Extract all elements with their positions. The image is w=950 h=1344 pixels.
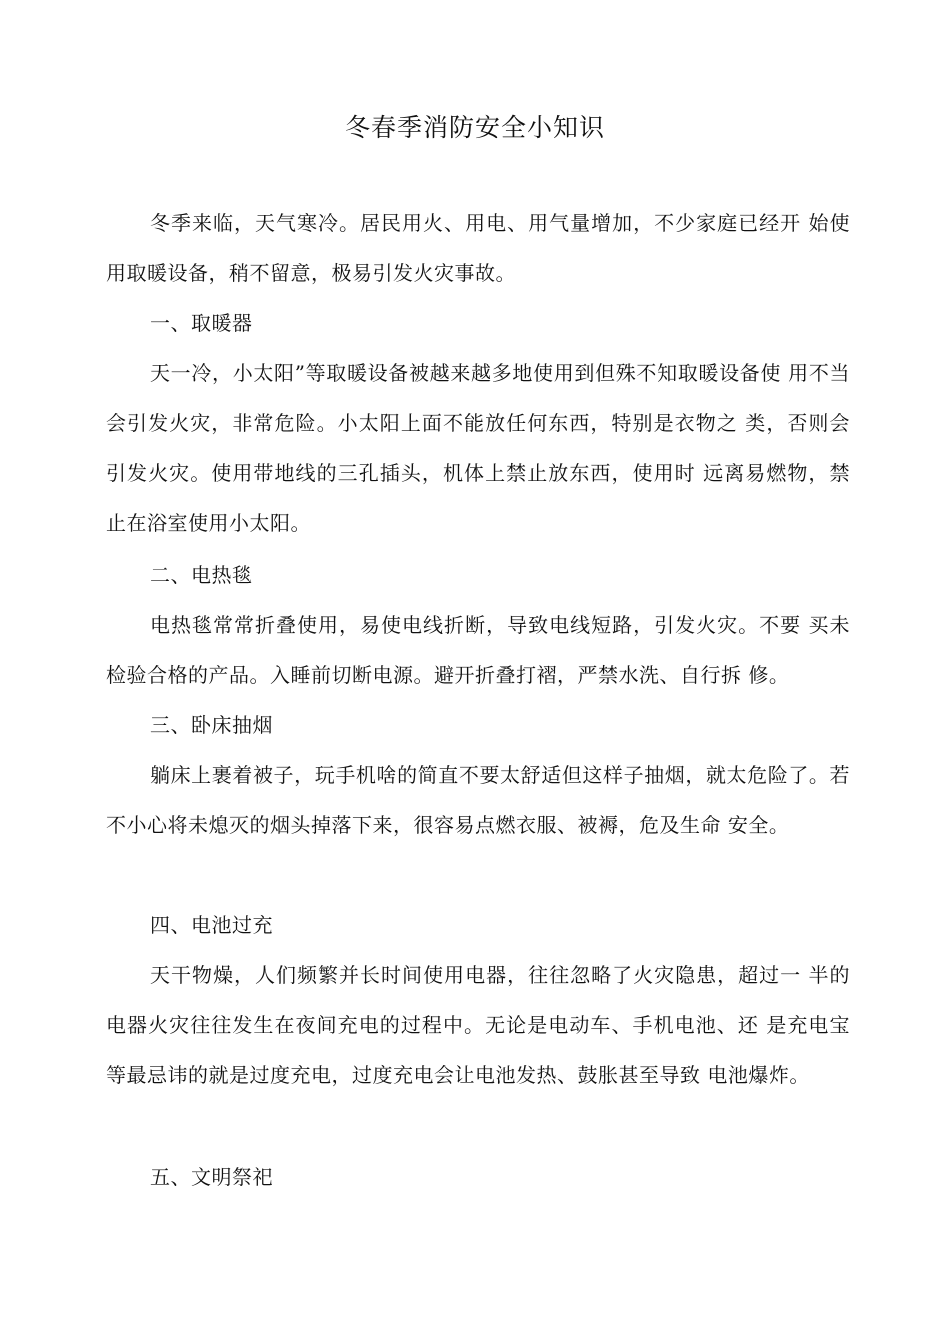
section-heading-battery-overcharge: 四、电池过充 (150, 913, 273, 937)
intro-paragraph: 冬季来临，天气寒冷。居民用火、用电、用气量增加，不少家庭已经开 始使用取暖设备，稍不留意，极易引发火灾事故。 (106, 211, 850, 285)
section-heading-civilized-worship: 五、文明祭祀 (150, 1165, 273, 1189)
section-body-battery-overcharge: 天干物燥，人们频繁并长时间使用电器，往往忽略了火灾隐患，超过一 半的电器火灾往往发生在夜间充电的过程中。无论是电动车、手机电池、还 是充电宝等最忌讳的就是过度充电，过度充电会让电池发热、鼓胀甚至导致 电池爆炸。 (106, 963, 850, 1087)
section-heading-electric-blanket: 二、电热毯 (150, 563, 253, 587)
section-heading-heater: 一、取暖器 (150, 311, 253, 335)
section-body-heater: 天一冷，小太阳”等取暖设备被越来越多地使用到但殊不知取暖设备使 用不当会引发火灾，非常危险。小太阳上面不能放任何东西，特别是衣物之 类，否则会引发火灾。使用带地线的三孔插头，机体上禁止放东西，使用时 远离易燃物，禁止在浴室使用小太阳。 (106, 361, 850, 535)
section-body-smoking-in-bed: 躺床上裹着被子，玩手机啥的简直不要太舒适但这样子抽烟，就太危险了。若不小心将未熄灭的烟头掉落下来，很容易点燃衣服、被褥，危及生命 安全。 (106, 763, 850, 837)
section-body-electric-blanket: 电热毯常常折叠使用，易使电线折断，导致电线短路，引发火灾。不要 买未检验合格的产品。入睡前切断电源。避开折叠打褶，严禁水洗、自行拆 修。 (106, 613, 850, 687)
section-heading-smoking-in-bed: 三、卧床抽烟 (150, 713, 273, 737)
document-title: 冬春季消防安全小知识 (344, 113, 605, 142)
